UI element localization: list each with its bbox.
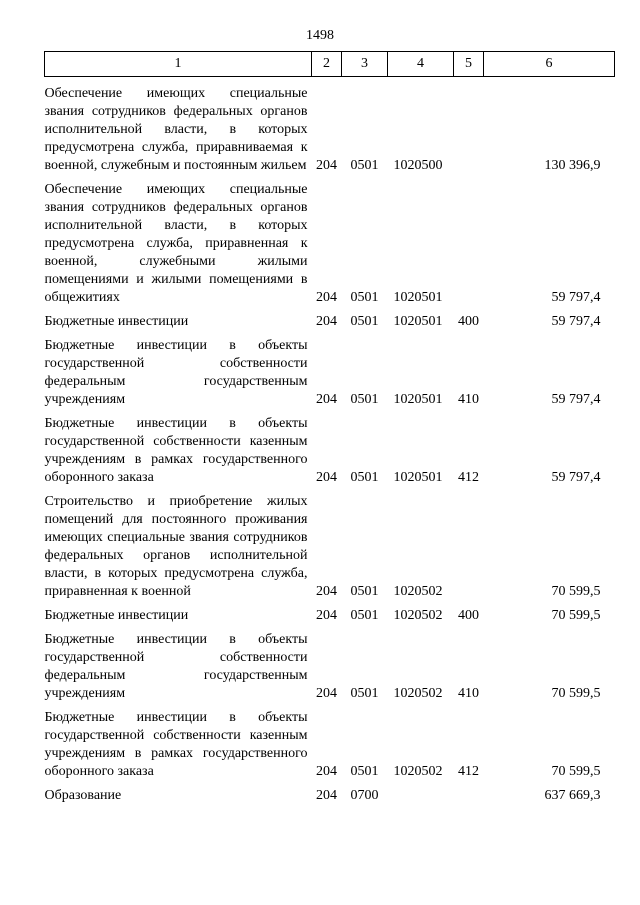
row-code-4: 1020501 (393, 470, 443, 485)
row-amount: 59 797,4 (551, 290, 601, 305)
row-code-5 (454, 175, 484, 307)
row-name: Бюджетные инвестиции в объекты государственной собственности федеральным государственным учреждениям (44, 338, 308, 407)
row-amount: 59 797,4 (551, 470, 601, 485)
row-code-2: 204 (316, 764, 337, 779)
row-name: Бюджетные инвестиции в объекты государственной собственности казенным учреждениям в рамках государственного оборонного заказа (44, 710, 308, 779)
row-code-5: 400 (458, 314, 479, 329)
row-code-2: 204 (316, 392, 337, 407)
row-name: Бюджетные инвестиции в объекты государственной собственности федеральным государственным учреждениям (44, 632, 308, 701)
row-code-4: 1020502 (393, 764, 443, 779)
row-code-4: 1020501 (393, 290, 443, 305)
row-amount: 70 599,5 (551, 686, 601, 701)
row-code-3: 0501 (350, 470, 379, 485)
table-header-row (45, 52, 615, 77)
table-row (45, 487, 615, 601)
row-code-4: 1020502 (393, 608, 443, 623)
header-col-4: 4 (388, 52, 454, 77)
row-code-5: 410 (458, 392, 479, 407)
table-row (45, 703, 615, 781)
row-code-4: 1020502 (393, 686, 443, 701)
header-col-3: 3 (342, 52, 388, 77)
row-code-2: 204 (316, 314, 337, 329)
row-code-3: 0700 (350, 788, 379, 803)
row-name: Строительство и приобретение жилых помещений для постоянного проживания имеющих специальные звания сотрудников федеральных органов исполнительной власти, в которых предусмотрена служба, приравненная к военной (44, 494, 308, 599)
table-row (45, 781, 615, 805)
row-code-5: 400 (458, 608, 479, 623)
row-name: Бюджетные инвестиции в объекты государственной собственности казенным учреждениям в рамках государственного оборонного заказа (44, 416, 308, 485)
row-code-3: 0501 (350, 314, 379, 329)
row-code-5: 412 (458, 764, 479, 779)
row-code-5: 412 (458, 470, 479, 485)
budget-table (44, 51, 615, 805)
row-code-3: 0501 (350, 158, 379, 173)
row-amount: 70 599,5 (551, 584, 601, 599)
row-code-3: 0501 (350, 290, 379, 305)
row-code-2: 204 (316, 686, 337, 701)
row-code-5: 410 (458, 686, 479, 701)
header-col-5: 5 (454, 52, 484, 77)
row-amount: 70 599,5 (551, 764, 601, 779)
row-code-4: 1020501 (393, 314, 443, 329)
row-code-3: 0501 (350, 686, 379, 701)
row-code-3: 0501 (350, 392, 379, 407)
row-amount: 130 396,9 (544, 158, 601, 173)
row-code-3: 0501 (350, 764, 379, 779)
row-amount: 637 669,3 (544, 788, 601, 803)
row-name: Обеспечение имеющих специальные звания сотрудников федеральных органов исполнительной власти, в которых предусмотрена служба, приравниваемая к военной, служебным и постоянным жильем (44, 86, 308, 173)
row-amount: 59 797,4 (551, 392, 601, 407)
row-code-2: 204 (316, 788, 337, 803)
table-row (45, 409, 615, 487)
header-col-2: 2 (312, 52, 342, 77)
page-number: 1498 (306, 28, 334, 43)
row-code-2: 204 (316, 470, 337, 485)
header-col-6: 6 (484, 52, 615, 77)
row-code-2: 204 (316, 290, 337, 305)
row-code-2: 204 (316, 158, 337, 173)
row-name: Образование (44, 788, 122, 803)
row-code-3: 0501 (350, 584, 379, 599)
table-row (45, 601, 615, 625)
table-row (45, 77, 615, 176)
table-row (45, 625, 615, 703)
row-name: Обеспечение имеющих специальные звания сотрудников федеральных органов исполнительной власти, в которых предусмотрена служба, приравненная к военной, служебными жилыми помещениями и жилыми помещениями в общежитиях (44, 182, 308, 305)
header-col-1: 1 (45, 52, 312, 77)
row-code-5 (454, 487, 484, 601)
row-code-4: 1020500 (393, 158, 443, 173)
row-amount: 59 797,4 (551, 314, 601, 329)
row-name: Бюджетные инвестиции (44, 314, 189, 329)
row-code-5 (454, 77, 484, 176)
row-amount: 70 599,5 (551, 608, 601, 623)
table-row (45, 331, 615, 409)
row-code-3: 0501 (350, 608, 379, 623)
row-code-4: 1020502 (393, 584, 443, 599)
row-code-4 (388, 781, 454, 805)
row-code-4: 1020501 (393, 392, 443, 407)
row-name: Бюджетные инвестиции (44, 608, 189, 623)
table-row (45, 175, 615, 307)
row-code-2: 204 (316, 584, 337, 599)
row-code-5 (454, 781, 484, 805)
row-code-2: 204 (316, 608, 337, 623)
table-row (45, 307, 615, 331)
